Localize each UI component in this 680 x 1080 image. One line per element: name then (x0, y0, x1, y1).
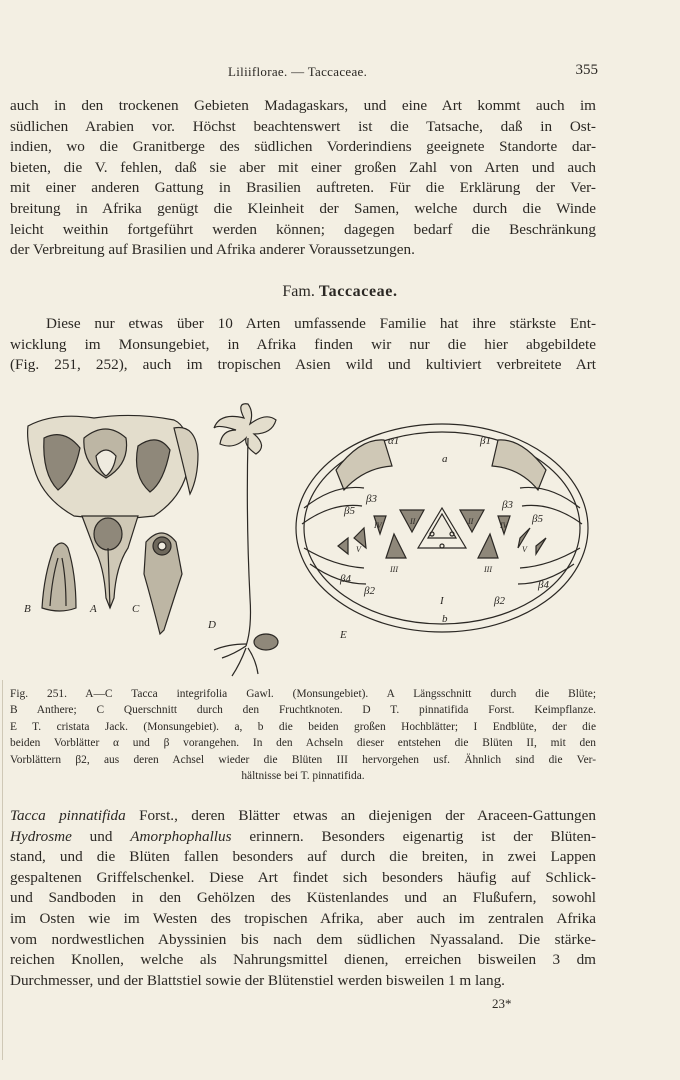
running-header (0, 62, 680, 82)
caption-line: B Anthere; C Querschnitt durch den Fruchtknoten. D T. pinnatifida Forst. Keimpflanze. (10, 704, 596, 717)
paragraph-3 (10, 806, 596, 991)
text-fragment: und (71, 827, 131, 845)
text-line: Diese nur etwas über 10 Arten umfassende Familie hat ihre stärkste Ent- (46, 315, 596, 332)
text-line: im Osten wie im Westen des tropischen Afrika, aber auch im zentralen Afrika (10, 909, 596, 927)
figure-label-b: B (24, 603, 31, 615)
text-line: wicklung im Monsungebiet, in Afrika finden wir nur die hier abgebildete (10, 335, 596, 353)
figure-label-c: C (132, 603, 140, 615)
figure-label-iv-right: IV (500, 521, 508, 530)
text-line: Durchmesser, und der Blattstiel sowie der Blütenstiel werden bisweilen 1 m lang. (10, 971, 505, 989)
figure-label-ii-left: II (410, 517, 416, 526)
caption-line: E T. cristata Jack. (Monsungebiet). a, b die beiden großen Hochblätter; I Endblüte, der die (10, 720, 596, 733)
page-edge-line (2, 680, 3, 1060)
family-prefix: Fam. (282, 283, 315, 300)
text-line: vom nordwestlichen Abyssinien bis nach dem südlichen Nyassaland. Die stärke- (10, 930, 596, 948)
figure-label-alpha1: α1 (388, 435, 400, 447)
figure-label-beta4-left: β4 (340, 573, 351, 585)
figure-label-iii-right: III (484, 565, 492, 574)
figure-label-beta3-right: β3 (502, 499, 513, 511)
figure-label-terminal-flower: I (440, 595, 444, 607)
text-line: leicht weithin fortgeführt werden können; dagegen bedarf die Beschränkung (10, 220, 596, 238)
text-fragment: Forst., deren Blätter etwas an diejenigen der Araceen-Gattungen (125, 807, 596, 824)
text-line: bieten, die V. fehlen, daß sie aber mit einer großen Zahl von Arten und auch (10, 158, 596, 176)
figure-label-iii-left: III (390, 565, 398, 574)
figure-label-v-left: V (356, 545, 361, 554)
figure-label-beta4-right: β4 (538, 579, 549, 591)
text-line: mit einer anderen Gattung in Brasilien auftreten. Für die Erklärung der Ver- (10, 179, 596, 197)
text-line: indien, wo die Granitberge des südlichen Vorderindiens geeignete Standorte dar- (10, 138, 596, 156)
figure-label-e: E (340, 629, 347, 641)
paragraph-1 (10, 96, 596, 261)
text-line: (Fig. 251, 252), auch im tropischen Asien wild und kultiviert verbreitete Art (10, 356, 596, 374)
text-line: der Verbreitung auf Brasilien und Afrika anderer Voraussetzungen. (10, 241, 415, 259)
figure-label-beta5-right: β5 (532, 513, 543, 525)
caption-line: hältnisse bei T. pinnatifida. (241, 770, 365, 783)
text-line (10, 827, 596, 848)
text-line (10, 806, 596, 827)
figure-label-beta2-left: β2 (364, 585, 375, 597)
figure-label-ii-right: II (468, 517, 474, 526)
text-fragment: erinnern. Besonders eigenartig ist der Blüten- (231, 827, 597, 845)
genus-name: Amorphophallus (130, 827, 232, 845)
figure-label-beta3-left: β3 (366, 493, 377, 505)
signature-mark: 23* (492, 996, 512, 1011)
genus-name: Hydrosme (10, 827, 72, 845)
text-line: stand, und die Blüten fallen besonders auf durch die breiten, in zwei Lappen (10, 848, 596, 866)
figure-label-a: A (90, 603, 97, 615)
seedling-drawing (214, 404, 278, 676)
anther-drawing (42, 543, 76, 611)
paragraph-2 (10, 314, 596, 376)
page-number: 355 (575, 62, 598, 78)
figure-label-beta1: β1 (480, 435, 491, 447)
text-line: breitung in Afrika genügt die Kleinheit der Samen, welche durch die Winde (10, 199, 596, 217)
caption-line: Vorblättern β2, aus deren Achsel wieder die Blüten III hervorgehen usf. Ähnlich sind die Ver- (10, 753, 596, 766)
ovary-cross-section-drawing (144, 533, 182, 634)
figure-caption (10, 686, 596, 784)
running-title: Liliiflorae. — Taccaceae. (228, 64, 368, 79)
species-name: Tacca pinnatifida (10, 807, 126, 824)
text-line: südlichen Arabien vor. Höchst beachtenswert ist die Tatsache, daß in Ost- (10, 117, 596, 135)
caption-line: Fig. 251. A—C Tacca integrifolia Gawl. (Monsungebiet). A Längsschnitt durch die Blüte; (10, 688, 596, 700)
botanical-figure (14, 398, 604, 678)
family-name: Taccaceae. (318, 283, 398, 300)
figure-label-v-right: V (522, 545, 527, 554)
text-line: reichen Knollen, welche als Nahrungsmittel dienen, erreichen bisweilen 3 dm (10, 951, 596, 969)
figure-label-d: D (208, 619, 216, 631)
figure-label-beta2-right: β2 (494, 595, 505, 607)
figure-label-beta5-left: β5 (344, 505, 355, 517)
text-line: auch in den trockenen Gebieten Madagaskars, und eine Art kommt auch im (10, 97, 596, 114)
caption-line: beiden Vorblätter α und β vorangehen. In den Achseln dieser entstehen die Blüten II, mit den (10, 737, 596, 750)
text-line: gespaltenen Griffelschenkel. Diese Art findet sich besonders häufig auf Schlick- (10, 868, 596, 886)
family-heading (0, 283, 680, 301)
figure-label-bract-b: b (442, 613, 448, 625)
figure-label-bract-a: a (442, 453, 448, 465)
text-line: und Sandboden in den Gehölzen des Küstenlandes und an Flußufern, sowohl (10, 889, 596, 907)
figure-label-iv-left: IV (374, 521, 382, 530)
